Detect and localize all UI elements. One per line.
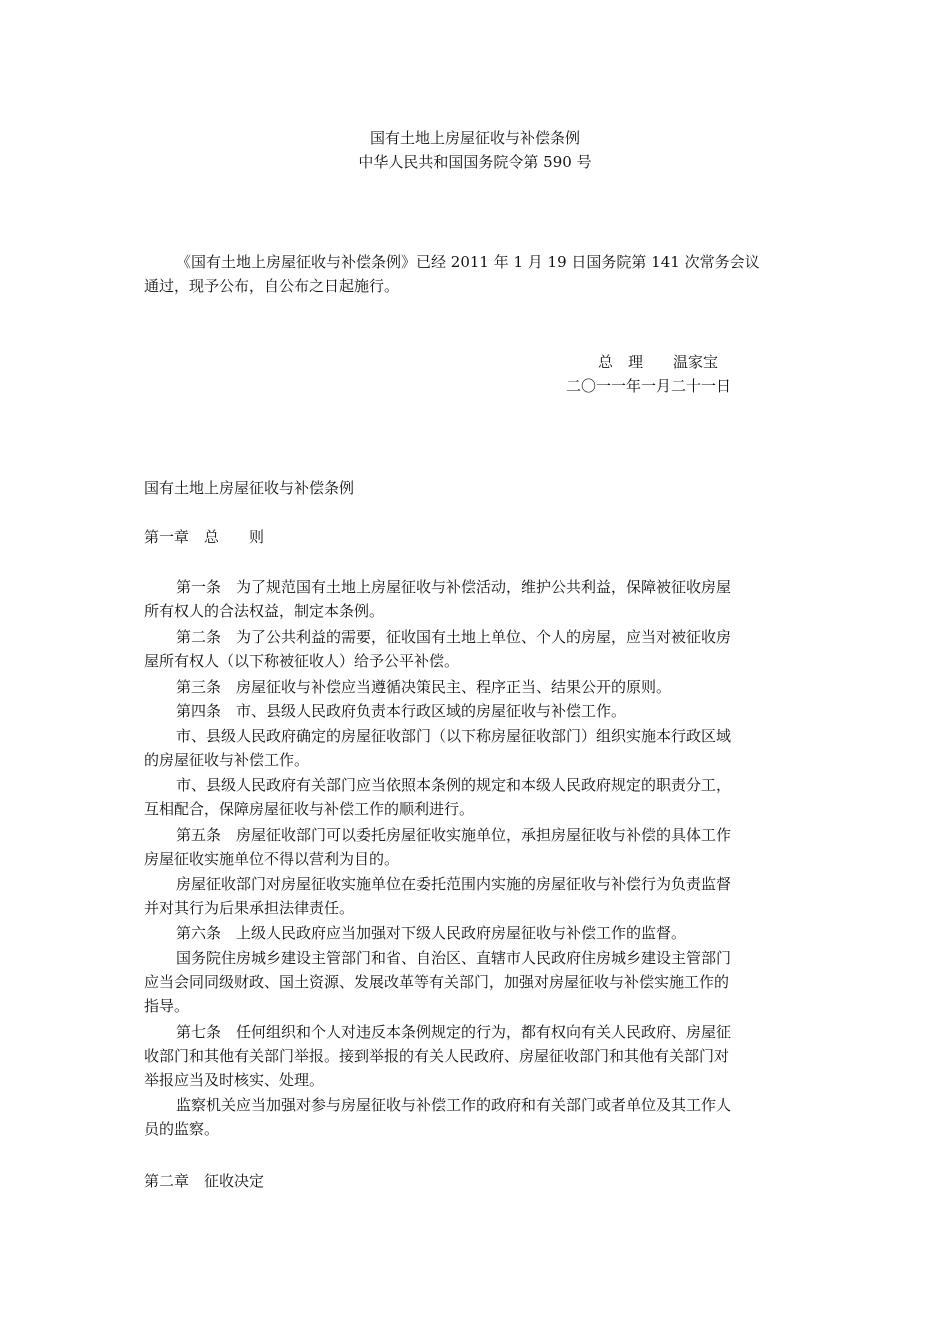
paragraph-line: 第三条 房屋征收与补偿应当遵循决策民主、程序正当、结果公开的原则。 bbox=[176, 678, 672, 696]
signatory: 总 理 温家宝 bbox=[598, 353, 719, 371]
paragraph-line: 举报应当及时核实、处理。 bbox=[144, 1071, 325, 1089]
paragraph-line: 并对其行为后果承担法律责任。 bbox=[144, 899, 355, 917]
paragraph-line: 第一条 为了规范国有土地上房屋征收与补偿活动，维护公共利益，保障被征收房屋 bbox=[176, 578, 732, 596]
paragraph-line: 员的监察。 bbox=[144, 1120, 220, 1138]
document-title: 国有土地上房屋征收与补偿条例 bbox=[369, 129, 580, 147]
signature-date: 二〇一一年一月二十一日 bbox=[566, 377, 732, 395]
chapter-heading: 第二章 征收决定 bbox=[144, 1172, 265, 1190]
promulgation-line-1: 《国有土地上房屋征收与补偿条例》已经 2011 年 1 月 19 日国务院第 141 次常务会议 bbox=[176, 253, 760, 271]
paragraph-line: 应当会同同级财政、国土资源、发展改革等有关部门，加强对房屋征收与补偿实施工作的 bbox=[144, 973, 730, 991]
paragraph-line: 第七条 任何组织和个人对违反本条例规定的行为，都有权向有关人民政府、房屋征 bbox=[176, 1023, 732, 1041]
paragraph-line: 指导。 bbox=[144, 997, 190, 1015]
paragraph-line: 第四条 市、县级人民政府负责本行政区域的房屋征收与补偿工作。 bbox=[176, 702, 627, 720]
paragraph-line: 屋所有权人（以下称被征收人）给予公平补偿。 bbox=[144, 652, 460, 670]
paragraph-line: 国务院住房城乡建设主管部门和省、自治区、直辖市人民政府住房城乡建设主管部门 bbox=[176, 949, 732, 967]
chapter-heading: 第一章 总 则 bbox=[144, 528, 265, 546]
regulation-title: 国有土地上房屋征收与补偿条例 bbox=[144, 479, 355, 497]
paragraph-line: 互相配合，保障房屋征收与补偿工作的顺利进行。 bbox=[144, 800, 475, 818]
promulgation-line-2: 通过，现予公布，自公布之日起施行。 bbox=[144, 277, 400, 295]
paragraph-line: 市、县级人民政府确定的房屋征收部门（以下称房屋征收部门）组织实施本行政区域 bbox=[176, 727, 732, 745]
paragraph-line: 第六条 上级人民政府应当加强对下级人民政府房屋征收与补偿工作的监督。 bbox=[176, 924, 687, 942]
paragraph-line: 所有权人的合法权益，制定本条例。 bbox=[144, 602, 385, 620]
decree-number: 中华人民共和国国务院令第 590 号 bbox=[358, 153, 592, 171]
paragraph-line: 市、县级人民政府有关部门应当依照本条例的规定和本级人民政府规定的职责分工， bbox=[176, 776, 732, 794]
paragraph-line: 第二条 为了公共利益的需要，征收国有土地上单位、个人的房屋，应当对被征收房 bbox=[176, 628, 732, 646]
paragraph-line: 的房屋征收与补偿工作。 bbox=[144, 751, 310, 769]
paragraph-line: 房屋征收实施单位不得以营利为目的。 bbox=[144, 850, 400, 868]
paragraph-line: 房屋征收部门对房屋征收实施单位在委托范围内实施的房屋征收与补偿行为负责监督 bbox=[176, 875, 732, 893]
paragraph-line: 收部门和其他有关部门举报。接到举报的有关人民政府、房屋征收部门和其他有关部门对 bbox=[144, 1047, 730, 1065]
paragraph-line: 第五条 房屋征收部门可以委托房屋征收实施单位，承担房屋征收与补偿的具体工作 bbox=[176, 826, 732, 844]
paragraph-line: 监察机关应当加强对参与房屋征收与补偿工作的政府和有关部门或者单位及其工作人 bbox=[176, 1096, 732, 1114]
